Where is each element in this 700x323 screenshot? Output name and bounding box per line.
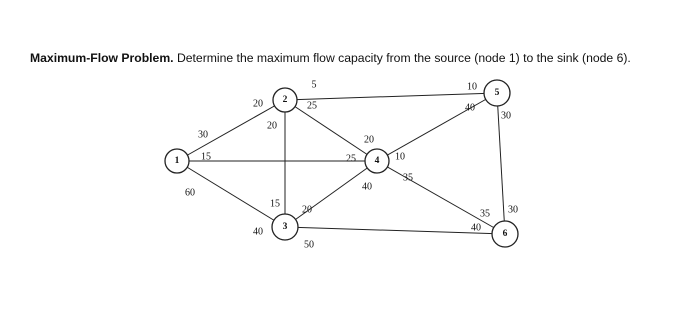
capacity-1-4-near-from: 15 xyxy=(201,151,211,163)
problem-title: Maximum-Flow Problem. xyxy=(30,51,174,65)
capacity-1-3-near-from: 60 xyxy=(185,187,195,199)
node-1-label: 1 xyxy=(174,156,180,166)
capacity-1-4-near-to: 25 xyxy=(346,153,356,165)
capacity-4-5-near-from: 10 xyxy=(395,151,405,163)
capacity-2-3-near-to: 15 xyxy=(270,198,280,210)
edge-2-5 xyxy=(285,93,497,100)
edge-4-6 xyxy=(377,161,505,234)
node-2 xyxy=(273,88,297,112)
node-3-label: 3 xyxy=(282,222,288,232)
edges xyxy=(174,93,505,234)
capacity-5-6-near-from: 30 xyxy=(501,110,511,122)
capacity-1-3-near-to: 40 xyxy=(253,226,263,238)
node-6 xyxy=(492,221,518,247)
capacity-2-4-near-to: 20 xyxy=(364,134,374,146)
capacity-4-6-near-to: 35 xyxy=(480,208,490,220)
capacity-2-3-near-from: 20 xyxy=(267,120,277,132)
node-1 xyxy=(165,149,189,173)
node-6-label: 6 xyxy=(502,229,508,239)
capacity-5-6-near-to: 30 xyxy=(508,204,518,216)
capacity-2-4-near-from: 25 xyxy=(307,100,317,112)
node-4 xyxy=(365,149,389,173)
capacity-2-5-near-from: 5 xyxy=(311,79,317,91)
capacity-4-5-near-to: 40 xyxy=(465,102,475,114)
edge-2-4 xyxy=(285,100,377,161)
node-4-label: 4 xyxy=(374,156,380,166)
node-5 xyxy=(484,80,510,106)
capacity-3-6-near-to: 40 xyxy=(471,222,481,234)
node-5-label: 5 xyxy=(494,88,500,98)
node-3 xyxy=(272,214,298,240)
capacity-3-4-near-from: 20 xyxy=(302,204,312,216)
capacity-3-4-near-to: 40 xyxy=(362,181,372,193)
capacity-labels xyxy=(185,80,518,251)
node-2-label: 2 xyxy=(282,95,288,105)
capacity-3-6-near-from: 50 xyxy=(304,239,314,251)
capacity-1-2-near-to: 20 xyxy=(253,98,263,110)
capacity-2-5-near-to: 10 xyxy=(467,81,477,93)
capacity-1-2-near-from: 30 xyxy=(198,129,208,141)
edge-3-4 xyxy=(285,161,377,227)
capacity-4-6-near-from: 35 xyxy=(403,172,413,184)
problem-text: Determine the maximum flow capacity from the source (node 1) to the sink (node 6). xyxy=(176,51,631,65)
